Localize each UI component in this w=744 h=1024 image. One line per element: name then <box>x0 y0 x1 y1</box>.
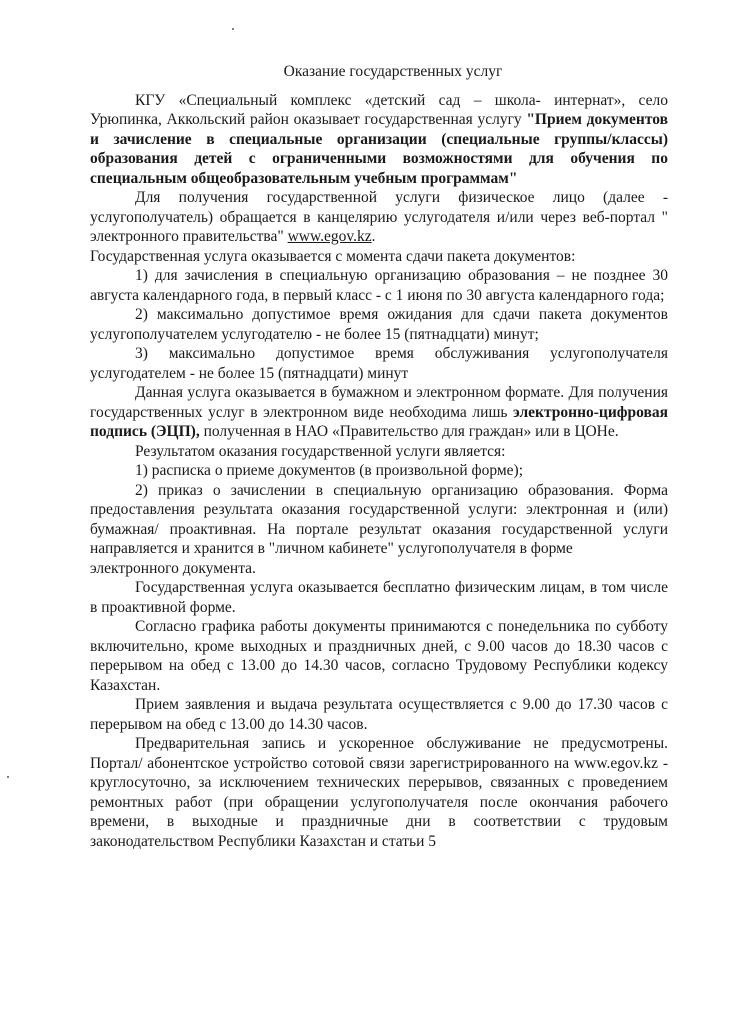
format-text: Данная услуга оказывается в бумажном и электронном формате. Для получения государственных услуг в электронном виде необходима лишь <box>90 384 668 421</box>
paragraph-result-1: 1) расписка о приеме документов (в произвольной форме); <box>135 462 524 479</box>
format-end: полученная в НАО «Правительство для граждан» или в ЦОНе. <box>199 423 619 440</box>
application-text: Для получения государственной услуги физическое лицо (далее - услугополучатель) обращается в канцелярию услугодателя и/или через веб-портал " электронного правительства" <box>90 189 668 245</box>
paragraph-item-2: 2) максимально допустимое время ожидания для сдачи пакета документов услугополучателем услугодателю - не более 15 (пятнадцати) минут; <box>90 306 668 343</box>
paragraph-intro <box>90 91 668 189</box>
service-name: "Прием документов и зачисление в специальные организации (специальные группы/классы) образования детей с ограниченными возможностями для обучения по специальным общеобразовательным учебным программам" <box>90 111 668 187</box>
document-page <box>90 62 668 851</box>
paragraph-item-1: 1) для зачисления в специальную организацию образования – не позднее 30 августа календарного года, в первый класс - с 1 июня по 30 августа календарного года; <box>90 267 668 304</box>
paragraph-item-3: 3) максимально допустимое время обслуживания услугополучателя услугодателем - не более 15 (пятнадцати) минут <box>90 345 668 382</box>
paragraph-free: Государственная услуга оказывается бесплатно физическим лицам, в том числе в проактивной форме. <box>90 579 668 616</box>
paragraph-result-2: 2) приказ о зачислении в специальную организацию образования. Форма предоставления результата оказания государственной услуги: электронная и (или) бумажная/ проактивная. На портале результат оказания государственной услуги направляется и хранится в "личном кабинете" услугополучателя в форме <box>90 481 668 557</box>
intro-text: КГУ «Специальный комплекс «детский сад – школа- интернат», село Урюпинка, Аккольский район оказывает государственная услугу <box>90 91 668 128</box>
paragraph-portal: Предварительная запись и ускоренное обслуживание не предусмотрены. Портал/ абонентское устройство сотовой связи зарегистрированного на www.egov.kz - круглосуточно, за исключением технических перерывов, связанных с проведением ремонтных работ (при обращении услугополучателя после окончания рабочего времени, в выходные и праздничные дни в соответствии с трудовым законодательством Республики Казахстан и статьи 5 <box>90 735 668 850</box>
paragraph-docs-intro: Государственная услуга оказывается с момента сдачи пакета документов: <box>90 247 576 265</box>
egov-link[interactable]: www.egov.kz <box>287 228 372 245</box>
paragraph-application <box>90 188 668 247</box>
application-end: . <box>371 228 376 245</box>
scan-speck <box>7 776 9 778</box>
paragraph-result-2-end: электронного документа. <box>90 559 256 577</box>
paragraph-result-intro: Результатом оказания государственной услуги является: <box>135 442 506 460</box>
scan-speck <box>232 28 234 30</box>
paragraph-reception: Прием заявления и выдача результата осуществляется с 9.00 до 17.30 часов с перерывом на обед с 13.00 до 14.30 часов. <box>90 696 668 733</box>
paragraph-schedule: Согласно графика работы документы принимаются с понедельника по субботу включительно, кроме выходных и праздничных дней, с 9.00 часов до 18.30 часов с перерывом на обед с 13.00 до 14.30 часов, согласно Трудовому Республики кодексу Казахстан. <box>90 618 668 694</box>
paragraph-format <box>90 383 668 442</box>
document-title: Оказание государственных услуг <box>283 63 503 80</box>
eds-term: электронно-цифровая подпись (ЭЦП), <box>90 403 668 440</box>
